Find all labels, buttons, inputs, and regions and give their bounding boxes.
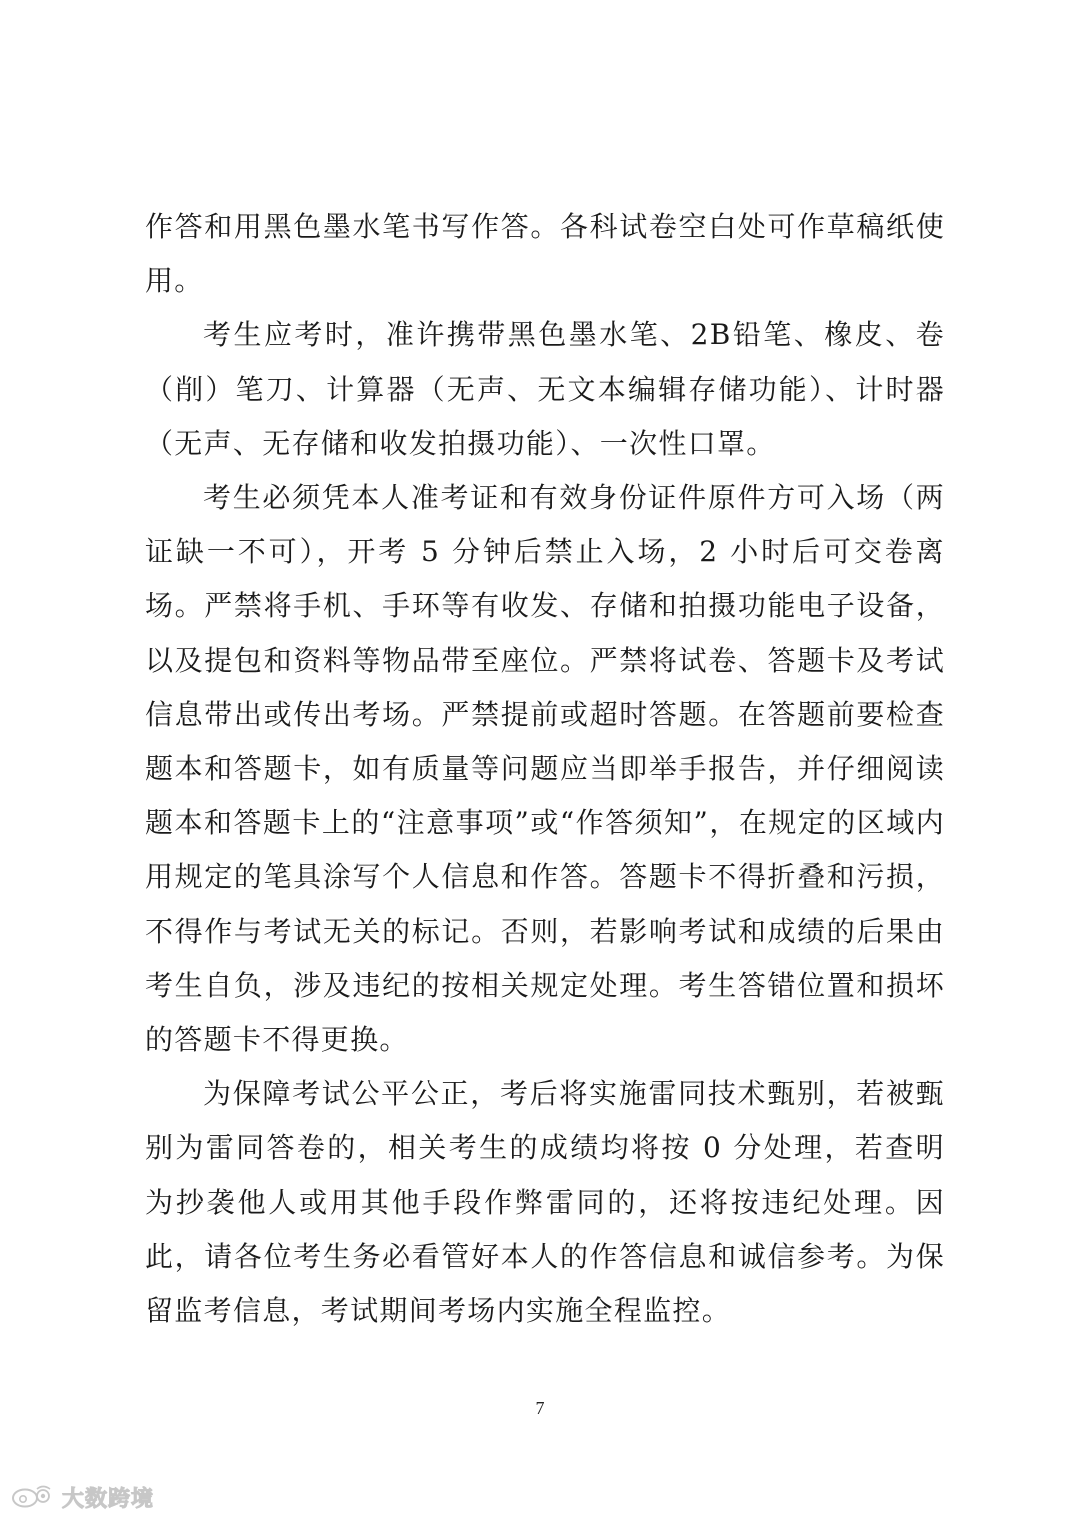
page-number: 7	[535, 1398, 545, 1418]
paragraph-allowed-items: 考生应考时，准许携带黑色墨水笔、2B铅笔、橡皮、卷（削）笔刀、计算器（无声、无文本编辑存储功能）、计时器（无声、无存储和收发拍摄功能）、一次性口罩。	[145, 318, 945, 460]
document-body	[145, 200, 945, 1338]
paragraph-entry-rules: 考生必须凭本人准考证和有效身份证件原件方可入场（两证缺一不可），开考 5 分钟后禁止入场，2 小时后可交卷离场。严禁将手机、手环等有收发、存储和拍摄功能电子设备，以及提包和资料等物品带至座位。严禁将试卷、答题卡及考试信息带出或传出考场。严禁提前或超时答题。在答题前要检查题本和答题卡，如有质量等问题应当即举手报告，并仔细阅读题本和答题卡上的“注意事项”或“作答须知”，在规定的区域内用规定的笔具涂写个人信息和作答。答题卡不得折叠和污损，不得作与考试无关的标记。否则，若影响考试和成绩的后果由考生自负，涉及违纪的按相关规定处理。考生答错位置和损坏的答题卡不得更换。	[145, 481, 945, 1057]
weibo-logo-icon	[10, 1483, 56, 1513]
paragraph-continuation: 作答和用黑色墨水笔书写作答。各科试卷空白处可作草稿纸使用。	[145, 210, 945, 298]
watermark	[10, 1482, 154, 1513]
watermark-text: 大数跨境	[62, 1487, 155, 1512]
paragraph-fairness: 为保障考试公平公正，考后将实施雷同技术甄别，若被甄别为雷同答卷的，相关考生的成绩均将按 0 分处理，若查明为抄袭他人或用其他手段作弊雷同的，还将按违纪处理。因此，请各位考生务必看管好本人的作答信息和诚信参考。为保留监考信息，考试期间考场内实施全程监控。	[145, 1077, 945, 1328]
